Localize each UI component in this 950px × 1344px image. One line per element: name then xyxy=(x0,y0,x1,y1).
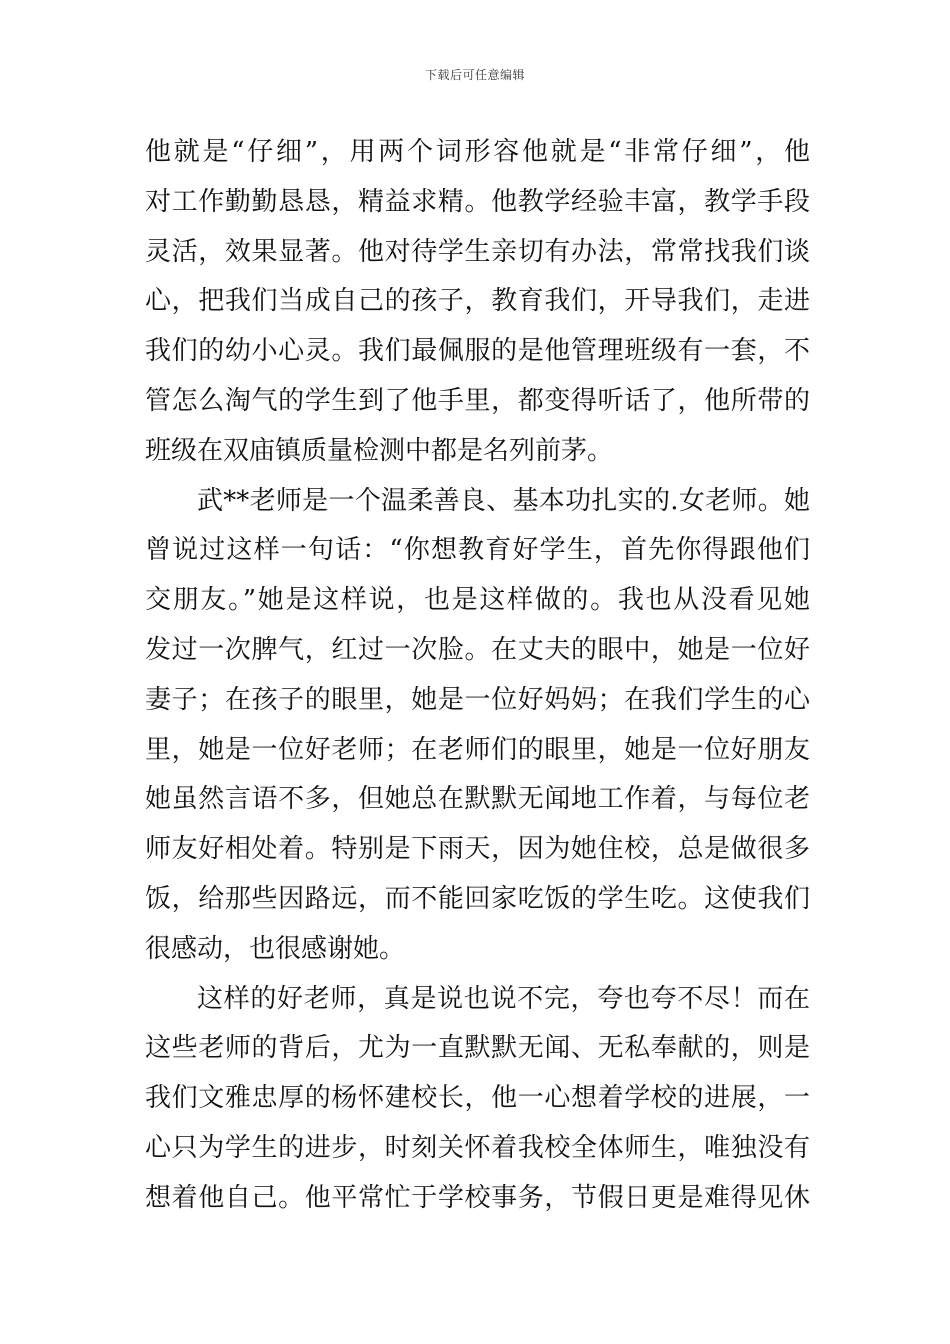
text-line: 对工作勤勤恳恳，精益求精。他教学经验丰富，教学手段 xyxy=(145,186,810,217)
text-line: 她虽然言语不多，但她总在默默无闻地工作着，与每位老 xyxy=(145,784,810,815)
text-line: 妻子；在孩子的眼里，她是一位好妈妈；在我们学生的心 xyxy=(145,684,810,715)
text-line: 发过一次脾气，红过一次脸。在丈夫的眼中，她是一位好 xyxy=(145,634,810,665)
text-line: 管怎么淘气的学生到了他手里，都变得听话了，他所带的 xyxy=(145,385,810,416)
text-line: 这些老师的背后，尤为一直默默无闻、无私奉献的，则是 xyxy=(145,1033,810,1064)
document-body xyxy=(145,128,810,1224)
text-line: 很感动，也很感谢她。 xyxy=(145,933,406,964)
text-line: 我们文雅忠厚的杨怀建校长，他一心想着学校的进展，一 xyxy=(145,1083,810,1114)
text-line: 他就是“仔细”，用两个词形容他就是“非常仔细”，他 xyxy=(145,137,810,167)
text-line: 里，她是一位好老师；在老师们的眼里，她是一位好朋友 xyxy=(145,734,810,765)
text-line: 灵活，效果显著。他对待学生亲切有办法，常常找我们谈 xyxy=(145,236,810,267)
text-line: 心，把我们当成自己的孩子，教育我们，开导我们，走进 xyxy=(145,286,810,317)
text-line: 饭，给那些因路远，而不能回家吃饭的学生吃。这使我们 xyxy=(145,883,810,914)
text-line: 心只为学生的进步，时刻关怀着我校全体师生，唯独没有 xyxy=(145,1132,810,1163)
text-line: 班级在双庙镇质量检测中都是名列前茅。 xyxy=(145,435,614,466)
paragraph-first-line: 武**老师是一个温柔善良、基本功扎实的.女老师。她 xyxy=(197,485,810,516)
page-header: 下载后可任意编辑 xyxy=(424,68,525,82)
paragraph-first-line: 这样的好老师，真是说也说不完，夸也夸不尽！而在 xyxy=(197,983,810,1014)
text-line: 曾说过这样一句话：“你想教育好学生，首先你得跟他们 xyxy=(145,535,810,566)
text-line: 师友好相处着。特别是下雨天，因为她住校，总是做很多 xyxy=(145,834,810,865)
text-line: 交朋友。”她是这样说，也是这样做的。我也从没看见她 xyxy=(145,585,810,616)
text-line: 我们的幼小心灵。我们最佩服的是他管理班级有一套，不 xyxy=(145,336,810,367)
text-line: 想着他自己。他平常忙于学校事务，节假日更是难得见休 xyxy=(145,1182,810,1213)
